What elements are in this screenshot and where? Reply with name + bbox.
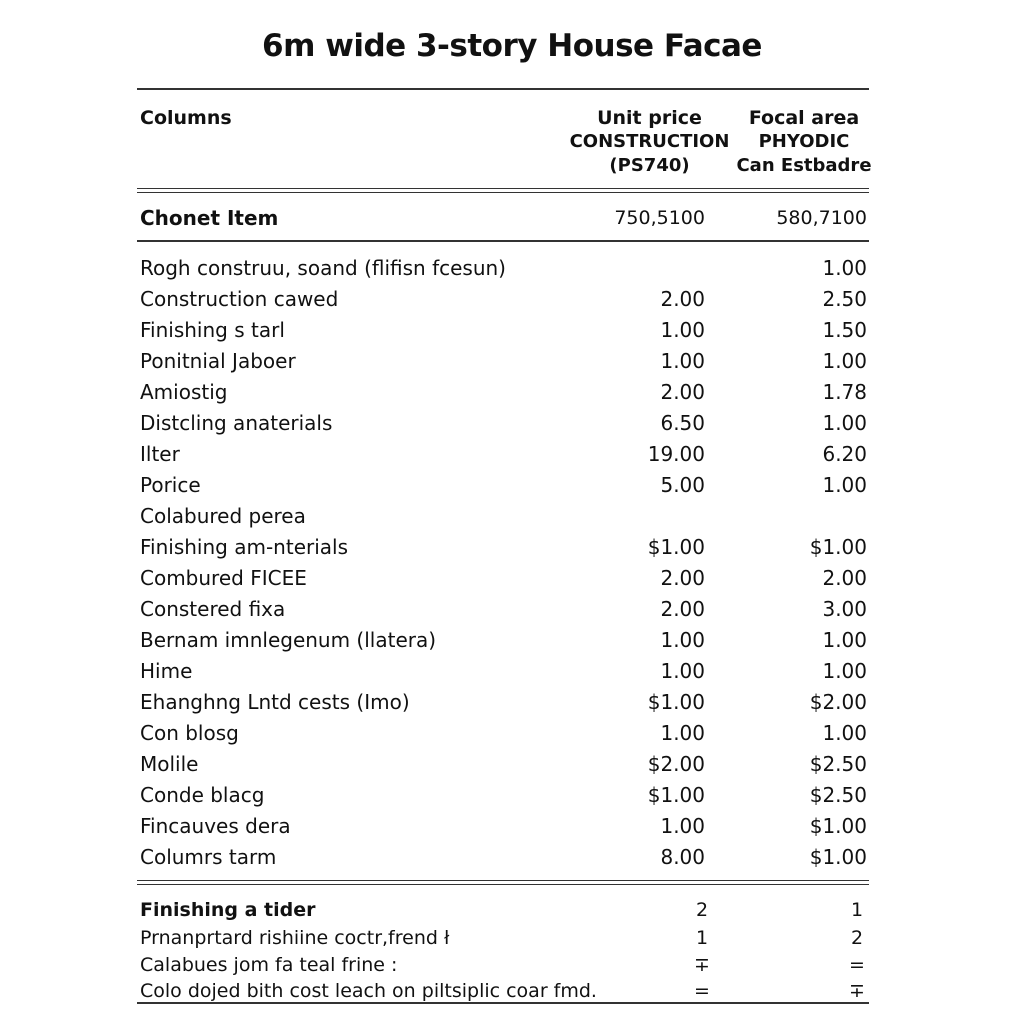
header-columns: Columns: [140, 107, 232, 129]
row-label: Hime: [140, 659, 193, 683]
row-focal-area: 6.20: [822, 442, 867, 466]
footer-label: Calabues jom fa teal frine :: [140, 954, 398, 976]
footer-row: [137, 951, 869, 979]
row-focal-area: 1.00: [822, 256, 867, 280]
row-focal-area: 1.00: [822, 659, 867, 683]
table-row: [137, 377, 869, 408]
row-unit-price: 5.00: [660, 473, 705, 497]
table-row: [137, 842, 869, 873]
subhead-rule: [137, 240, 869, 242]
footer-row: [137, 924, 869, 952]
row-unit-price: 1.00: [660, 659, 705, 683]
header-focal-area-line-3: Can Estbadre: [736, 155, 872, 176]
subhead-focal-area: 580,7100: [776, 207, 867, 229]
row-label: Ilter: [140, 442, 180, 466]
row-unit-price: 8.00: [660, 845, 705, 869]
footer-focal-area: 1: [850, 899, 864, 921]
row-label: Porice: [140, 473, 201, 497]
table-row: [137, 718, 869, 749]
table-row: [137, 749, 869, 780]
header-unit-price: [567, 106, 732, 178]
row-unit-price: 2.00: [660, 287, 705, 311]
row-unit-price: 1.00: [660, 814, 705, 838]
row-unit-price: 1.00: [660, 721, 705, 745]
row-label: Combured FICEE: [140, 566, 307, 590]
table-row: [137, 315, 869, 346]
row-focal-area: $1.00: [809, 845, 867, 869]
table-row: [137, 346, 869, 377]
footer-label: Prnanprtard rishiine coctr,frend ł: [140, 927, 450, 949]
row-focal-area: $2.50: [809, 752, 867, 776]
row-label: Conde blacg: [140, 783, 265, 807]
footer-label: Colo dojеd bith cost leach on piltsiplic coar fmd.: [140, 980, 597, 1002]
row-label: Construction cawed: [140, 287, 339, 311]
footer-label: Finishing a tider: [140, 899, 316, 921]
table-row: [137, 563, 869, 594]
row-label: Rogh construu, soand (flifisn fcesun): [140, 256, 506, 280]
header-focal-area: [735, 106, 873, 178]
table-row: [137, 625, 869, 656]
row-unit-price: 6.50: [660, 411, 705, 435]
row-focal-area: 1.00: [822, 411, 867, 435]
table-row: [137, 501, 869, 532]
row-label: Amiostig: [140, 380, 228, 404]
row-focal-area: 3.00: [822, 597, 867, 621]
header-double-rule: [137, 188, 869, 193]
row-focal-area: $2.00: [809, 690, 867, 714]
row-focal-area: 1.00: [822, 473, 867, 497]
row-unit-price: 1.00: [660, 349, 705, 373]
subhead-row: [137, 203, 869, 234]
footer-unit-price: ∓: [694, 954, 710, 976]
row-unit-price: $1.00: [647, 690, 705, 714]
header-unit-price-line-2: CONSTRUCTION: [569, 131, 730, 152]
subhead-unit-price: 750,5100: [614, 207, 705, 229]
row-unit-price: $1.00: [647, 535, 705, 559]
row-label: Colabured perea: [140, 504, 306, 528]
row-focal-area: 1.50: [822, 318, 867, 342]
table-row: [137, 687, 869, 718]
row-label: Finishing s tarl: [140, 318, 285, 342]
row-label: Columrs tarm: [140, 845, 277, 869]
row-focal-area: 1.00: [822, 628, 867, 652]
table-row: [137, 656, 869, 687]
table-row: [137, 811, 869, 842]
row-unit-price: $1.00: [647, 783, 705, 807]
row-unit-price: 1.00: [660, 318, 705, 342]
row-label: Constered fixa: [140, 597, 286, 621]
footer-focal-area: =: [849, 954, 865, 976]
header-unit-price-line-3: (PS740): [609, 155, 690, 176]
row-focal-area: 1.00: [822, 721, 867, 745]
header-focal-area-line-1: Focal area: [748, 107, 860, 129]
row-label: Finishing am-nterials: [140, 535, 349, 559]
table-row: [137, 284, 869, 315]
table-row: [137, 780, 869, 811]
table-row: [137, 532, 869, 563]
row-label: Fincauves dera: [140, 814, 291, 838]
row-focal-area: 1.00: [822, 349, 867, 373]
footer-row: [137, 977, 869, 1005]
footer-unit-price: 1: [695, 927, 709, 949]
row-unit-price: 1.00: [660, 628, 705, 652]
row-focal-area: $2.50: [809, 783, 867, 807]
footer-focal-area: 2: [850, 927, 864, 949]
row-unit-price: 2.00: [660, 566, 705, 590]
row-label: Distcling anaterials: [140, 411, 333, 435]
header-focal-area-line-2: PHYODIC: [758, 131, 850, 152]
table-row: [137, 594, 869, 625]
row-label: Molile: [140, 752, 199, 776]
header-unit-price-line-1: Unit price: [597, 107, 702, 129]
subhead-label: Chonet Item: [140, 206, 279, 230]
table-row: [137, 470, 869, 501]
table-bottom-rule: [137, 1002, 869, 1004]
row-focal-area: 2.50: [822, 287, 867, 311]
row-label: Ponitnial Jaboer: [140, 349, 296, 373]
footer-focal-area: ∓: [849, 980, 865, 1002]
row-unit-price: $2.00: [647, 752, 705, 776]
row-focal-area: 1.78: [822, 380, 867, 404]
row-label: Ehanghng Lntd cests (Imo): [140, 690, 410, 714]
document-title: 6m wide 3-story House Facae: [262, 28, 762, 64]
row-focal-area: 2.00: [822, 566, 867, 590]
footer-double-rule: [137, 880, 869, 885]
table-row: [137, 253, 869, 284]
table-row: [137, 408, 869, 439]
row-focal-area: $1.00: [809, 535, 867, 559]
row-unit-price: 2.00: [660, 597, 705, 621]
footer-row: [137, 896, 869, 924]
footer-unit-price: =: [694, 980, 710, 1002]
row-label: Bernam imnlegenum (llatera): [140, 628, 437, 652]
table-top-rule: [137, 88, 869, 90]
row-focal-area: $1.00: [809, 814, 867, 838]
row-unit-price: 19.00: [647, 442, 705, 466]
table-row: [137, 439, 869, 470]
row-label: Con blosg: [140, 721, 239, 745]
footer-unit-price: 2: [695, 899, 709, 921]
row-unit-price: 2.00: [660, 380, 705, 404]
